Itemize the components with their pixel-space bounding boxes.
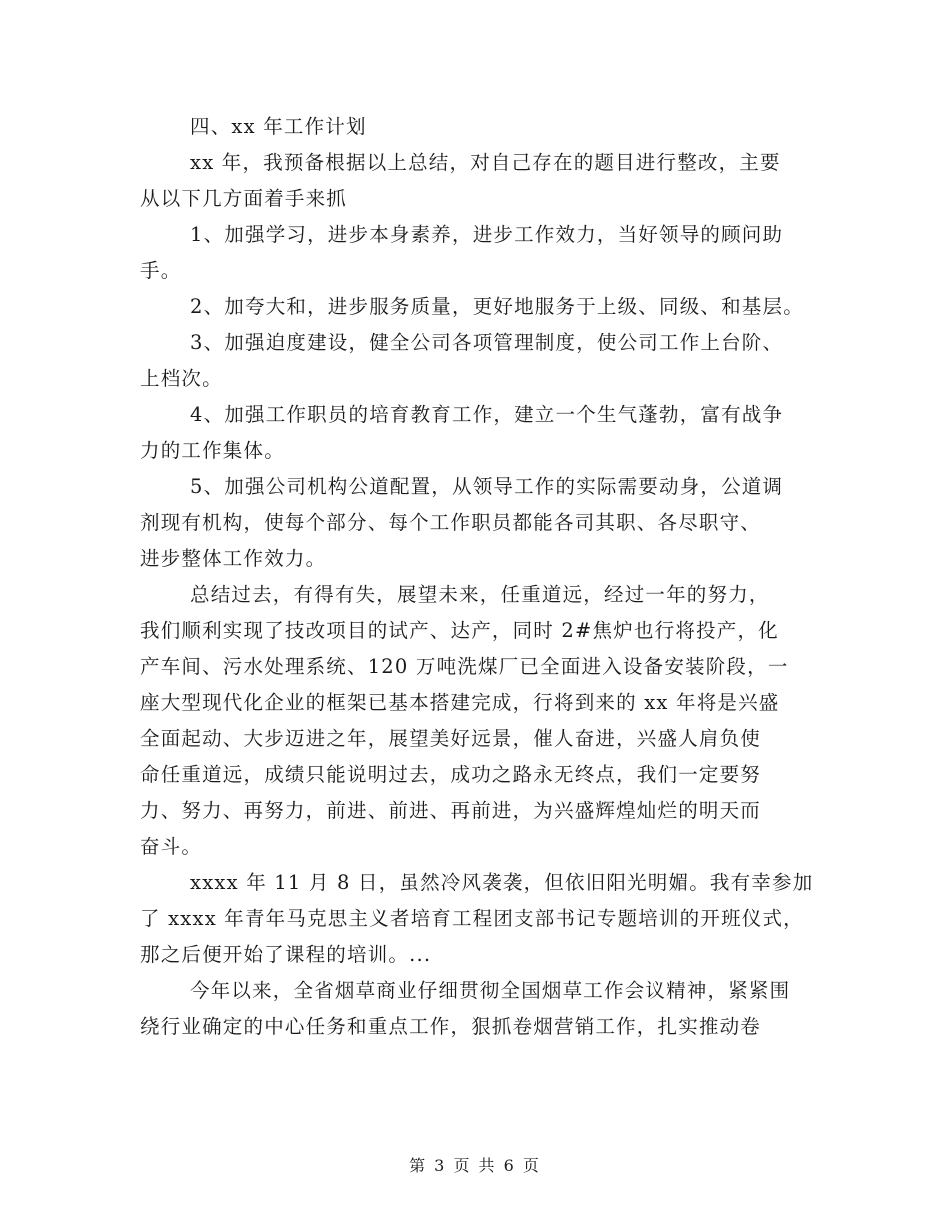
text-line: 4、加强工作职员的培育教育工作，建立一个生气蓬勃，富有战争 — [190, 403, 784, 426]
text-line: 我们顺利实现了技改项目的试产、达产，同时 2#焦炉也行将投产，化 — [140, 619, 779, 642]
text-line: 3、加强迫度建设，健全公司各项管理制度，使公司工作上台阶、 — [190, 331, 784, 354]
text-line: 2、加夸大和，进步服务质量，更好地服务于上级、同级、和基层。 — [190, 295, 804, 318]
text-line: 四、xx 年工作计划 — [190, 115, 367, 138]
text-line: 1、加强学习，进步本身素养，进步工作效力，当好领导的顾问助 — [190, 223, 784, 246]
text-line: 5、加强公司机构公道配置，从领导工作的实际需要动身，公道调 — [190, 475, 784, 498]
text-line: 座大型现代化企业的框架已基本搭建完成，行将到来的 xx 年将是兴盛 — [140, 691, 780, 714]
text-line: 上档次。 — [140, 367, 223, 390]
text-line: 那之后便开始了课程的培训。... — [140, 943, 432, 966]
page-number-footer: 第 3 页 共 6 页 — [409, 1156, 541, 1175]
text-line: xx 年，我预备根据以上总结，对自己存在的题目进行整改，主要 — [190, 151, 781, 174]
text-line: 力的工作集体。 — [140, 439, 285, 462]
text-line: 从以下几方面着手来抓 — [140, 187, 348, 210]
text-line: xxxx 年 11 月 8 日，虽然冷风袭袭，但依旧阳光明媚。我有幸参加 — [190, 871, 814, 894]
text-line: 力、努力、再努力，前进、前进、再前进，为兴盛辉煌灿烂的明天而 — [140, 799, 762, 822]
text-line: 今年以来，全省烟草商业仔细贯彻全国烟草工作会议精神，紧紧围 — [190, 979, 791, 1002]
text-line: 奋斗。 — [140, 835, 203, 858]
text-line: 绕行业确定的中心任务和重点工作，狠抓卷烟营销工作，扎实推动卷 — [140, 1015, 762, 1038]
text-line: 进步整体工作效力。 — [140, 547, 327, 570]
text-line: 了 xxxx 年青年马克思主义者培育工程团支部书记专题培训的开班仪式， — [140, 907, 804, 930]
text-line: 手。 — [140, 259, 182, 282]
text-line: 产车间、污水处理系统、120 万吨洗煤厂已全面进入设备安装阶段，一 — [140, 655, 789, 678]
text-line: 全面起动、大步迈进之年，展望美好远景，催人奋进，兴盛人肩负使 — [140, 727, 762, 750]
text-line: 剂现有机构，使每个部分、每个工作职员都能各司其职、各尽职守、 — [140, 511, 762, 534]
text-line: 命任重道远，成绩只能说明过去，成功之路永无终点，我们一定要努 — [140, 763, 762, 786]
text-line: 总结过去，有得有失，展望未来，任重道远，经过一年的努力， — [190, 583, 770, 606]
